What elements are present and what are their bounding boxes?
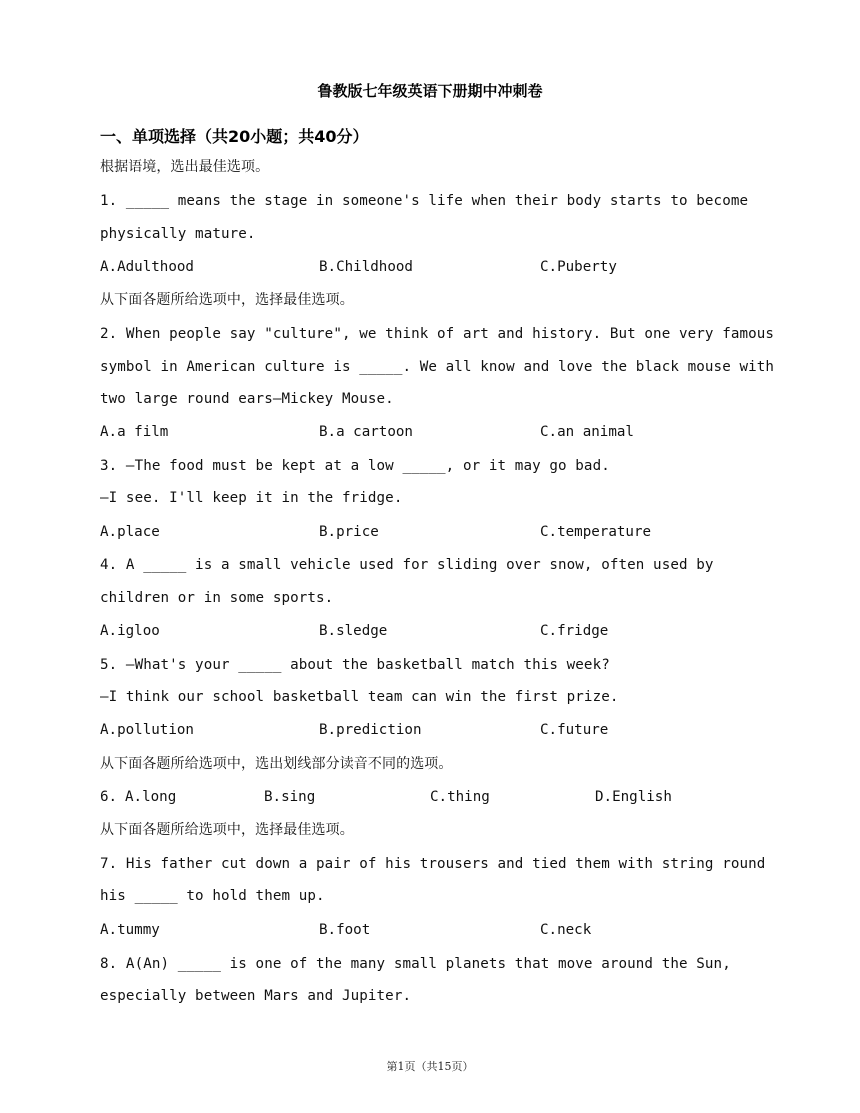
question-6-number: 6. — [100, 789, 118, 805]
question-3-option-b: B.price — [319, 524, 379, 540]
question-5-option-b: B.prediction — [319, 722, 422, 738]
question-6-option-a: A.long — [125, 789, 177, 805]
question-6-option-d: D.English — [595, 789, 672, 805]
question-7-line-2: his _____ to hold them up. — [100, 888, 325, 904]
section-heading: 一、单项选择（共20小题；共40分） — [100, 127, 369, 146]
question-4-option-b: B.sledge — [319, 623, 388, 639]
question-7-line-1: 7. His father cut down a pair of his trousers and tied them with string round — [100, 856, 766, 872]
question-5-line-1: 5. —What's your _____ about the basketball match this week? — [100, 657, 610, 673]
question-5-option-c: C.future — [540, 722, 609, 738]
question-4-option-c: C.fridge — [540, 623, 609, 639]
question-4-line-1: 4. A _____ is a small vehicle used for sliding over snow, often used by — [100, 557, 714, 573]
question-7-option-a: A.tummy — [100, 922, 160, 938]
question-8-line-1: 8. A(An) _____ is one of the many small planets that move around the Sun, — [100, 956, 731, 972]
question-2-line-3: two large round ears—Mickey Mouse. — [100, 391, 394, 407]
page-title: 鲁教版七年级英语下册期中冲刺卷 — [317, 82, 543, 100]
question-6-option-c: C.thing — [430, 789, 490, 805]
instruction-3: 从下面各题所给选项中，选出划线部分读音不同的选项。 — [100, 756, 453, 772]
instruction-1: 根据语境，选出最佳选项。 — [100, 159, 270, 175]
question-4-option-a: A.igloo — [100, 623, 160, 639]
question-1-option-c: C.Puberty — [540, 259, 617, 275]
instruction-2: 从下面各题所给选项中，选择最佳选项。 — [100, 292, 354, 308]
question-2-option-c: C.an animal — [540, 424, 634, 440]
question-5-line-2: —I think our school basketball team can win the first prize. — [100, 689, 619, 705]
question-5-option-a: A.pollution — [100, 722, 194, 738]
question-1-line-2: physically mature. — [100, 226, 256, 242]
question-3-option-a: A.place — [100, 524, 160, 540]
page-footer: 第1页（共15页） — [386, 1060, 474, 1073]
instruction-4: 从下面各题所给选项中，选择最佳选项。 — [100, 822, 354, 838]
question-8-line-2: especially between Mars and Jupiter. — [100, 988, 412, 1004]
question-3-line-1: 3. —The food must be kept at a low _____, or it may go bad. — [100, 458, 610, 474]
question-3-option-c: C.temperature — [540, 524, 652, 540]
question-2-line-1: 2. When people say "culture", we think of art and history. But one very famous — [100, 326, 775, 342]
question-4-line-2: children or in some sports. — [100, 590, 334, 606]
question-2-option-a: A.a film — [100, 424, 169, 440]
question-6-option-b: B.sing — [264, 789, 316, 805]
question-7-option-b: B.foot — [319, 922, 371, 938]
question-1-option-a: A.Adulthood — [100, 259, 194, 275]
question-2-line-2: symbol in American culture is _____. We all know and love the black mouse with — [100, 359, 775, 375]
question-1-line-1: 1. _____ means the stage in someone's life when their body starts to become — [100, 193, 749, 209]
question-3-line-2: —I see. I'll keep it in the fridge. — [100, 490, 403, 506]
question-1-option-b: B.Childhood — [319, 259, 413, 275]
question-2-option-b: B.a cartoon — [319, 424, 413, 440]
question-7-option-c: C.neck — [540, 922, 592, 938]
